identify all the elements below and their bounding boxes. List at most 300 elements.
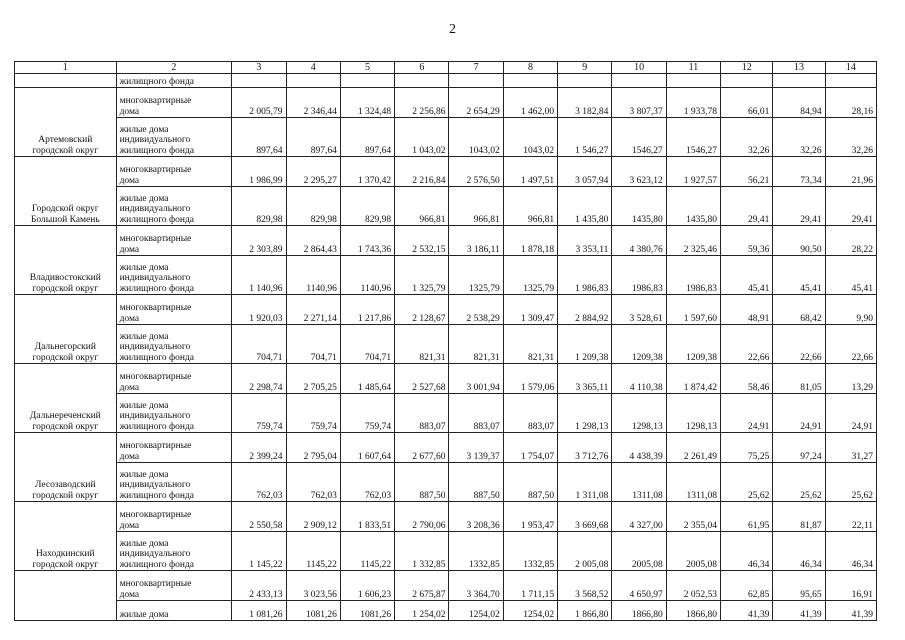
column-number-row	[15, 62, 877, 74]
value-cell: 3 712,76	[558, 433, 612, 463]
column-number: 12	[721, 62, 773, 74]
region-name-line: городской округ	[32, 559, 99, 570]
value-cell: 22,66	[825, 325, 876, 364]
category-line: жилищного фонда	[119, 421, 195, 432]
category-line: индивидуального	[119, 135, 191, 146]
region-name-cell	[15, 226, 117, 295]
value-cell: 56,21	[721, 157, 773, 187]
value-cell: 29,41	[721, 187, 773, 226]
value-cell: 966,81	[449, 187, 503, 226]
value-cell: 2 052,53	[666, 571, 720, 601]
value-cell: 22,66	[773, 325, 825, 364]
continuation-row	[15, 74, 877, 88]
value-cell: 2 677,60	[395, 433, 449, 463]
value-cell: 883,07	[395, 394, 449, 433]
value-cell: 45,41	[721, 256, 773, 295]
value-cell: 41,39	[773, 601, 825, 621]
value-cell: 1 298,13	[558, 394, 612, 433]
value-cell: 1 497,51	[503, 157, 557, 187]
value-cell: 1 711,15	[503, 571, 557, 601]
value-cell: 2 128,67	[395, 295, 449, 325]
category-line: дома	[119, 106, 140, 117]
region-name-cell	[15, 571, 117, 621]
value-cell: 24,91	[825, 394, 876, 433]
value-cell: 897,64	[232, 118, 286, 157]
value-cell: 1546,27	[612, 118, 666, 157]
value-cell: 3 568,52	[558, 571, 612, 601]
value-cell: 1298,13	[612, 394, 666, 433]
value-cell: 41,39	[825, 601, 876, 621]
region-cell	[15, 74, 117, 88]
value-cell: 32,26	[773, 118, 825, 157]
category-line: дома	[119, 244, 140, 255]
category-cell	[116, 187, 232, 226]
value-cell: 1986,83	[666, 256, 720, 295]
category-line: многоквартирные	[119, 441, 192, 452]
value-cell: 25,62	[721, 463, 773, 502]
value-cell: 1081,26	[340, 601, 394, 621]
category-line: жилищного фонда	[119, 145, 195, 156]
column-number: 4	[286, 62, 340, 74]
value-cell: 2 298,74	[232, 364, 286, 394]
category-line: многоквартирные	[119, 579, 192, 590]
value-cell: 3 807,37	[612, 88, 666, 118]
value-cell: 46,34	[773, 532, 825, 571]
column-number: 1	[15, 62, 117, 74]
value-cell: 3 208,36	[449, 502, 503, 532]
category-line: жилые дома	[119, 469, 169, 480]
category-line: многоквартирные	[119, 303, 192, 314]
value-cell: 1 743,36	[340, 226, 394, 256]
category-cell	[116, 256, 232, 295]
value-cell: 1140,96	[286, 256, 340, 295]
value-cell: 1 597,60	[666, 295, 720, 325]
empty-cell	[825, 74, 876, 88]
empty-cell	[666, 74, 720, 88]
table-row	[15, 364, 877, 394]
value-cell: 3 057,94	[558, 157, 612, 187]
column-number: 3	[232, 62, 286, 74]
category-line: индивидуального	[119, 273, 191, 284]
value-cell: 2 550,58	[232, 502, 286, 532]
value-cell: 1 309,47	[503, 295, 557, 325]
column-number: 8	[503, 62, 557, 74]
value-cell: 883,07	[503, 394, 557, 433]
value-cell: 1986,83	[612, 256, 666, 295]
value-cell: 3 669,68	[558, 502, 612, 532]
table-row	[15, 226, 877, 256]
value-cell: 1254,02	[449, 601, 503, 621]
value-cell: 4 380,76	[612, 226, 666, 256]
value-cell: 1325,79	[449, 256, 503, 295]
category-line: индивидуального	[119, 411, 191, 422]
value-cell: 821,31	[503, 325, 557, 364]
value-cell: 22,66	[721, 325, 773, 364]
value-cell: 704,71	[340, 325, 394, 364]
table-row	[15, 256, 877, 295]
category-line: дома	[119, 313, 140, 324]
region-name-cell	[15, 295, 117, 364]
tariff-table	[14, 61, 877, 621]
category-cell	[116, 364, 232, 394]
value-cell: 25,62	[773, 463, 825, 502]
value-cell: 3 528,61	[612, 295, 666, 325]
value-cell: 1435,80	[612, 187, 666, 226]
category-cell	[116, 394, 232, 433]
value-cell: 2 346,44	[286, 88, 340, 118]
column-number: 5	[340, 62, 394, 74]
value-cell: 1254,02	[503, 601, 557, 621]
value-cell: 829,98	[286, 187, 340, 226]
value-cell: 1 878,18	[503, 226, 557, 256]
category-line: дома	[119, 382, 140, 393]
category-cell	[116, 601, 232, 621]
value-cell: 31,27	[825, 433, 876, 463]
value-cell: 1 607,64	[340, 433, 394, 463]
value-cell: 81,05	[773, 364, 825, 394]
value-cell: 966,81	[503, 187, 557, 226]
value-cell: 2 705,25	[286, 364, 340, 394]
value-cell: 46,34	[825, 532, 876, 571]
value-cell: 1435,80	[666, 187, 720, 226]
category-line: индивидуального	[119, 204, 191, 215]
region-name-line: городской округ	[32, 352, 99, 363]
value-cell: 3 623,12	[612, 157, 666, 187]
category-cell	[116, 571, 232, 601]
value-cell: 1145,22	[286, 532, 340, 571]
region-name-line: Городской округ	[31, 204, 99, 215]
value-cell: 1 933,78	[666, 88, 720, 118]
value-cell: 2 433,13	[232, 571, 286, 601]
value-cell: 1 754,07	[503, 433, 557, 463]
table-row	[15, 601, 877, 621]
value-cell: 90,50	[773, 226, 825, 256]
value-cell: 2 216,84	[395, 157, 449, 187]
value-cell: 1866,80	[666, 601, 720, 621]
value-cell: 61,95	[721, 502, 773, 532]
value-cell: 2 654,29	[449, 88, 503, 118]
value-cell: 883,07	[449, 394, 503, 433]
region-name-line: Большой Камень	[30, 214, 100, 225]
value-cell: 1 920,03	[232, 295, 286, 325]
value-cell: 762,03	[232, 463, 286, 502]
value-cell: 1 324,48	[340, 88, 394, 118]
value-cell: 2 675,87	[395, 571, 449, 601]
value-cell: 1325,79	[503, 256, 557, 295]
value-cell: 2005,08	[612, 532, 666, 571]
value-cell: 2 884,92	[558, 295, 612, 325]
value-cell: 75,25	[721, 433, 773, 463]
value-cell: 48,91	[721, 295, 773, 325]
value-cell: 1 081,26	[232, 601, 286, 621]
value-cell: 3 365,11	[558, 364, 612, 394]
region-name-cell	[15, 157, 117, 226]
value-cell: 887,50	[503, 463, 557, 502]
value-cell: 1 217,86	[340, 295, 394, 325]
value-cell: 1311,08	[612, 463, 666, 502]
value-cell: 704,71	[286, 325, 340, 364]
category-line: жилые дома	[119, 262, 169, 273]
value-cell: 1 462,00	[503, 88, 557, 118]
category-cell	[116, 433, 232, 463]
value-cell: 821,31	[449, 325, 503, 364]
value-cell: 4 110,38	[612, 364, 666, 394]
table-row	[15, 433, 877, 463]
value-cell: 21,96	[825, 157, 876, 187]
table-body	[15, 62, 877, 621]
value-cell: 1043,02	[503, 118, 557, 157]
category-line: дома	[119, 175, 140, 186]
value-cell: 1081,26	[286, 601, 340, 621]
value-cell: 887,50	[449, 463, 503, 502]
category-cell	[116, 295, 232, 325]
value-cell: 1 986,83	[558, 256, 612, 295]
category-line: жилищного фонда	[119, 283, 195, 294]
empty-cell	[340, 74, 394, 88]
value-cell: 24,91	[773, 394, 825, 433]
value-cell: 45,41	[773, 256, 825, 295]
value-cell: 3 023,56	[286, 571, 340, 601]
value-cell: 2 576,50	[449, 157, 503, 187]
value-cell: 28,16	[825, 88, 876, 118]
region-name-line: Владивостокский	[29, 273, 101, 284]
value-cell: 4 327,00	[612, 502, 666, 532]
category-cell	[116, 532, 232, 571]
value-cell: 1 325,79	[395, 256, 449, 295]
value-cell: 1 606,23	[340, 571, 394, 601]
value-cell: 59,36	[721, 226, 773, 256]
value-cell: 58,46	[721, 364, 773, 394]
table-row	[15, 118, 877, 157]
value-cell: 897,64	[340, 118, 394, 157]
value-cell: 1209,38	[666, 325, 720, 364]
value-cell: 46,34	[721, 532, 773, 571]
category-cell	[116, 88, 232, 118]
category-cell	[116, 463, 232, 502]
table-row	[15, 532, 877, 571]
category-line: многоквартирные	[119, 372, 192, 383]
value-cell: 1145,22	[340, 532, 394, 571]
value-cell: 2 399,24	[232, 433, 286, 463]
category-line: жилищного фонда	[119, 559, 195, 570]
table-row	[15, 157, 877, 187]
category-cell	[116, 325, 232, 364]
value-cell: 32,26	[825, 118, 876, 157]
region-name-line: городской округ	[32, 145, 99, 156]
value-cell: 2 790,06	[395, 502, 449, 532]
value-cell: 22,11	[825, 502, 876, 532]
category-line: жилищного фонда	[119, 352, 195, 363]
value-cell: 41,39	[721, 601, 773, 621]
value-cell: 1 874,42	[666, 364, 720, 394]
value-cell: 1546,27	[666, 118, 720, 157]
category-line: многоквартирные	[119, 165, 192, 176]
value-cell: 1043,02	[449, 118, 503, 157]
table-row	[15, 571, 877, 601]
value-cell: 829,98	[340, 187, 394, 226]
value-cell: 887,50	[395, 463, 449, 502]
region-name-line: Дальнегорский	[34, 342, 96, 353]
column-number: 9	[558, 62, 612, 74]
empty-cell	[721, 74, 773, 88]
table-row	[15, 463, 877, 502]
value-cell: 1 833,51	[340, 502, 394, 532]
region-name-line: Дальнереченский	[29, 411, 101, 422]
value-cell: 4 650,97	[612, 571, 666, 601]
region-name-cell	[15, 364, 117, 433]
value-cell: 95,65	[773, 571, 825, 601]
value-cell: 1332,85	[503, 532, 557, 571]
category-line: многоквартирные	[119, 510, 192, 521]
category-line: индивидуального	[119, 342, 191, 353]
table-row	[15, 325, 877, 364]
region-name-cell	[15, 88, 117, 157]
column-number: 2	[116, 62, 232, 74]
column-number: 6	[395, 62, 449, 74]
value-cell: 3 139,37	[449, 433, 503, 463]
value-cell: 2 795,04	[286, 433, 340, 463]
empty-cell	[232, 74, 286, 88]
column-number: 14	[825, 62, 876, 74]
value-cell: 1311,08	[666, 463, 720, 502]
column-number: 7	[449, 62, 503, 74]
value-cell: 2 355,04	[666, 502, 720, 532]
value-cell: 29,41	[773, 187, 825, 226]
value-cell: 1332,85	[449, 532, 503, 571]
value-cell: 2 256,86	[395, 88, 449, 118]
value-cell: 32,26	[721, 118, 773, 157]
value-cell: 1 953,47	[503, 502, 557, 532]
value-cell: 2 005,79	[232, 88, 286, 118]
value-cell: 1866,80	[612, 601, 666, 621]
value-cell: 81,87	[773, 502, 825, 532]
value-cell: 762,03	[286, 463, 340, 502]
category-line: многоквартирные	[119, 234, 192, 245]
category-line: индивидуального	[119, 480, 191, 491]
empty-cell	[558, 74, 612, 88]
category-line: жилые дома	[119, 609, 169, 620]
value-cell: 1140,96	[340, 256, 394, 295]
value-cell: 829,98	[232, 187, 286, 226]
empty-cell	[612, 74, 666, 88]
value-cell: 3 364,70	[449, 571, 503, 601]
value-cell: 97,24	[773, 433, 825, 463]
value-cell: 3 353,11	[558, 226, 612, 256]
category-line: дома	[119, 451, 140, 462]
value-cell: 29,41	[825, 187, 876, 226]
value-cell: 2 005,08	[558, 532, 612, 571]
value-cell: 2 303,89	[232, 226, 286, 256]
value-cell: 2 295,27	[286, 157, 340, 187]
category-line: жилые дома	[119, 124, 169, 135]
category-line: жилые дома	[119, 538, 169, 549]
category-cell	[116, 502, 232, 532]
category-line: жилые дома	[119, 193, 169, 204]
category-line: индивидуального	[119, 549, 191, 560]
region-name-cell	[15, 502, 117, 571]
value-cell: 2 261,49	[666, 433, 720, 463]
value-cell: 3 001,94	[449, 364, 503, 394]
region-name-cell	[15, 433, 117, 502]
value-cell: 759,74	[286, 394, 340, 433]
value-cell: 759,74	[340, 394, 394, 433]
value-cell: 821,31	[395, 325, 449, 364]
category-line: дома	[119, 589, 140, 600]
value-cell: 966,81	[395, 187, 449, 226]
value-cell: 24,91	[721, 394, 773, 433]
table-row	[15, 394, 877, 433]
empty-cell	[449, 74, 503, 88]
value-cell: 2005,08	[666, 532, 720, 571]
column-number: 11	[666, 62, 720, 74]
column-number: 13	[773, 62, 825, 74]
value-cell: 2 538,29	[449, 295, 503, 325]
region-name-line: городской округ	[32, 490, 99, 501]
value-cell: 1 332,85	[395, 532, 449, 571]
value-cell: 1 485,64	[340, 364, 394, 394]
value-cell: 1 579,06	[503, 364, 557, 394]
value-cell: 897,64	[286, 118, 340, 157]
value-cell: 1 546,27	[558, 118, 612, 157]
value-cell: 1 254,02	[395, 601, 449, 621]
value-cell: 2 532,15	[395, 226, 449, 256]
value-cell: 1 140,96	[232, 256, 286, 295]
page-number: 2	[449, 22, 456, 37]
category-line: жилищного фонда	[119, 214, 195, 225]
column-number: 10	[612, 62, 666, 74]
value-cell: 1 209,38	[558, 325, 612, 364]
category-cell	[116, 118, 232, 157]
region-name-line: городской округ	[32, 421, 99, 432]
value-cell: 2 909,12	[286, 502, 340, 532]
value-cell: 3 182,84	[558, 88, 612, 118]
value-cell: 68,42	[773, 295, 825, 325]
value-cell: 45,41	[825, 256, 876, 295]
table-row	[15, 88, 877, 118]
value-cell: 1209,38	[612, 325, 666, 364]
table-row	[15, 295, 877, 325]
empty-cell	[286, 74, 340, 88]
category-cell: жилищного фонда	[116, 74, 232, 88]
value-cell: 1 866,80	[558, 601, 612, 621]
category-line: многоквартирные	[119, 96, 192, 107]
value-cell: 73,34	[773, 157, 825, 187]
region-name-line: Лесозаводский	[35, 480, 96, 491]
value-cell: 4 438,39	[612, 433, 666, 463]
table-row	[15, 187, 877, 226]
value-cell: 84,94	[773, 88, 825, 118]
category-cell	[116, 226, 232, 256]
value-cell: 704,71	[232, 325, 286, 364]
value-cell: 1 043,02	[395, 118, 449, 157]
value-cell: 1 311,08	[558, 463, 612, 502]
category-line: жилые дома	[119, 400, 169, 411]
value-cell: 1 145,22	[232, 532, 286, 571]
value-cell: 66,01	[721, 88, 773, 118]
value-cell: 1 435,80	[558, 187, 612, 226]
table-row	[15, 502, 877, 532]
value-cell: 2 325,46	[666, 226, 720, 256]
value-cell: 1 927,57	[666, 157, 720, 187]
category-cell	[116, 157, 232, 187]
value-cell: 13,29	[825, 364, 876, 394]
category-line: дома	[119, 520, 140, 531]
value-cell: 9,90	[825, 295, 876, 325]
value-cell: 1 986,99	[232, 157, 286, 187]
empty-cell	[503, 74, 557, 88]
category-line: жилые дома	[119, 331, 169, 342]
region-name-line: Находкинский	[36, 549, 95, 560]
